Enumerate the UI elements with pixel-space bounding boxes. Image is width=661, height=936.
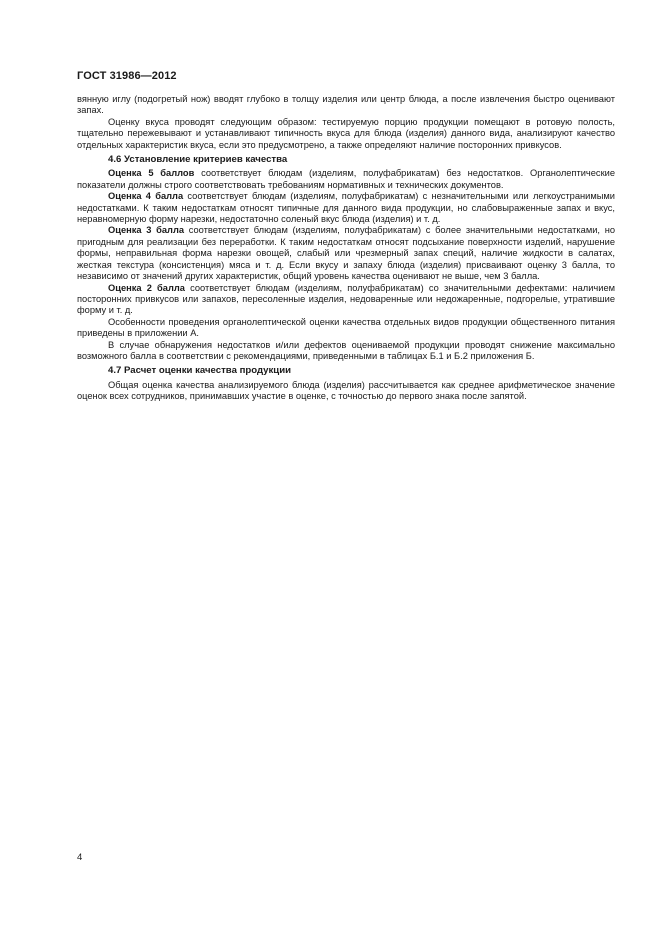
paragraph-score-2: [77, 283, 615, 317]
paragraph-taste-evaluation: Оценку вкуса проводят следующим образом: тестируемую порцию продукции помещают в ротовую полость, тщательно пережевывают и устанавливают типичность вкуса для блюда (изделия) данного вида, анализируют качество отдельных характеристик вкуса, если это предусмотрено, а также определяют наличие посторонних привкусов.: [77, 116, 615, 150]
document-body: [77, 94, 615, 403]
page-number: 4: [77, 852, 83, 863]
paragraph-score-4: [77, 191, 615, 225]
paragraph-smell-continuation: вянную иглу (подогретый нож) вводят глубоко в толщу изделия или центр блюда, а после извлечения быстро оценивают запах.: [77, 94, 615, 116]
score-3-label: Оценка 3 балла: [108, 225, 185, 236]
paragraph-quality-calculation: Общая оценка качества анализируемого блюда (изделия) рассчитывается как среднее арифметическое значение оценок всех сотрудников, принимавших участие в оценке, с точностью до первого знака после запятой.: [77, 379, 615, 402]
paragraph-score-5: [77, 168, 615, 191]
paragraph-appendix-a: Особенности проведения органолептической оценки качества отдельных видов продукции общественного питания приведены в приложении А.: [77, 316, 615, 339]
score-4-text: соответствует блюдам (изделиям, полуфабрикатам) с незначительными или легкоустранимыми недостатками. К таким недостаткам относят типичные для данного вида продукции, но слабовыраженные запах и вкус, неравномерную форму нарезки, недостаточно соленый вкус блюда (изделия) и т. д.: [77, 191, 615, 225]
score-2-label: Оценка 2 балла: [108, 282, 185, 293]
score-3-text: соответствует блюдам (изделиям, полуфабрикатам) с более значительными недостатками, но пригодным для реализации без переработки. К таким недостаткам относят подсыхание поверхности изделий, нарушение формы, неправильная форма нарезки овощей, слабый или чрезмерный запах специй, наличие жидкости в салатах, жесткая текстура (консистенция) мяса и т. д. Если вкусу и запаху блюда (изделия) присваивают оценку 3 балла, то независимо от значений других характеристик, общий уровень качества оценивают не выше, чем 3 балла.: [77, 225, 615, 282]
score-5-text: соответствует блюдам (изделиям, полуфабрикатам) без недостатков. Органолептические показатели должны строго соответствовать требованиям нормативных и технических документов.: [77, 168, 616, 190]
paragraph-defects-reduction: В случае обнаружения недостатков и/или дефектов оцениваемой продукции проводят снижение максимально возможного балла в соответствии с рекомендациями, приведенными в таблицах Б.1 и Б.2 приложения Б.: [77, 339, 615, 361]
section-heading-4-6: 4.6 Установление критериев качества: [108, 154, 288, 166]
paragraph-score-3: [77, 225, 615, 282]
score-5-label: Оценка 5 баллов: [108, 168, 195, 179]
section-heading-4-7: 4.7 Расчет оценки качества продукции: [108, 365, 292, 377]
document-header: ГОСТ 31986—2012: [77, 70, 177, 82]
score-2-text: соответствует блюдам (изделиям, полуфабрикатам) со значительными дефектами: наличием посторонних привкусов или запахов, пересоленные изделия, недоваренные или недожаренные, подгорелые, утратившие форму и т. д.: [77, 282, 616, 316]
score-4-label: Оценка 4 балла: [108, 191, 184, 202]
